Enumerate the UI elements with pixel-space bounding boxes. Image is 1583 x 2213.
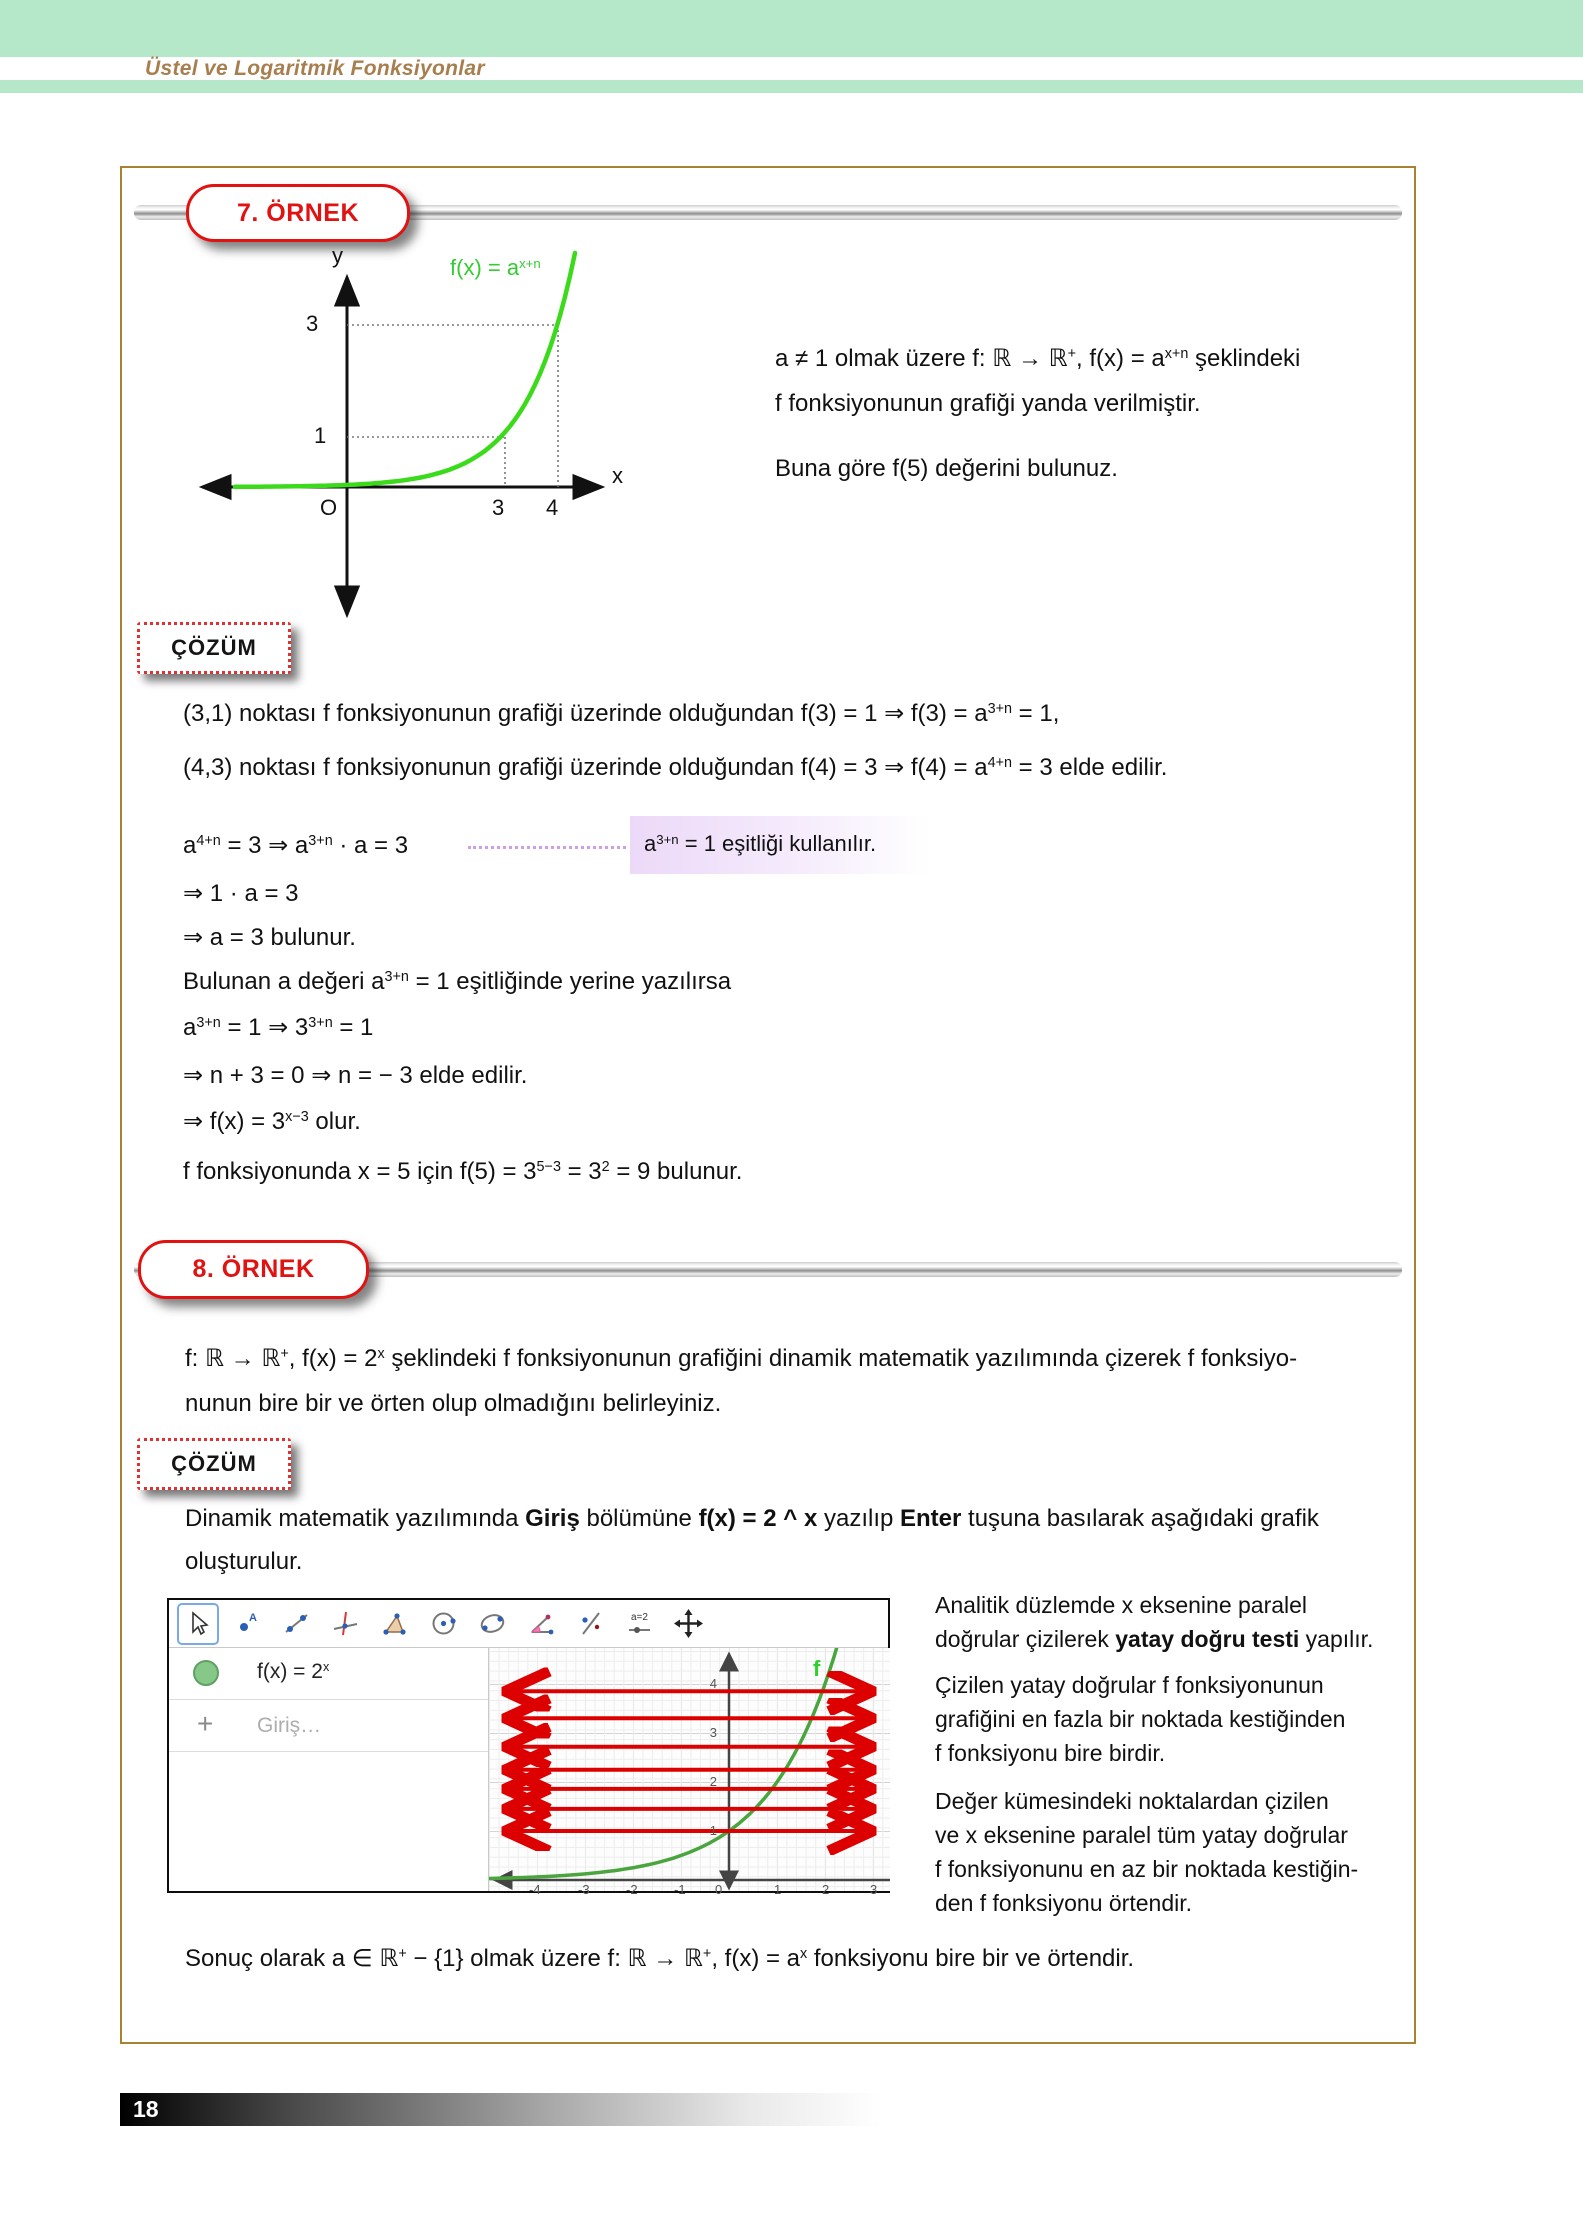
gg-y-tick: 2 [709, 1774, 717, 1789]
geogebra-tool-point-icon[interactable] [226, 1603, 268, 1645]
example8-badge-label: 8. ÖRNEK [192, 1255, 315, 1283]
solution-line: (4,3) noktası f fonksiyonunun grafiği üzerinde olduğundan f(4) = 3 ⇒ $f(4) = a^{4+n} = 3$ elde edilir. [183, 754, 1168, 781]
gg-x-tick: -2 [626, 1882, 638, 1897]
example7-graph [140, 245, 660, 645]
side-note-line: doğrular çizilerek yatay doğru testi yapılır. [935, 1626, 1374, 1652]
gg-y-tick: 1 [709, 1823, 717, 1838]
geogebra-tool-line-icon[interactable] [275, 1603, 317, 1645]
y-axis-label: y [332, 243, 343, 268]
example7-solution-badge [137, 622, 291, 674]
geogebra-algebra-panel [169, 1648, 489, 1891]
example8-solution-badge-label: ÇÖZÜM [171, 1451, 257, 1476]
geogebra-tool-circle-icon[interactable] [422, 1603, 464, 1645]
conclusion-line: Sonuç olarak a ∈ ℝ+ − {1} olmak üzere f: ℝ → ℝ+, $f(x) = a^x$ fonksiyonu bire bir ve örtendir. [185, 1945, 1135, 1972]
y-tick-1: 1 [314, 423, 327, 448]
algebra-item-row[interactable] [169, 1648, 488, 1700]
origin-label: O [320, 495, 338, 520]
example7-problem-line1: a ≠ 1 olmak üzere f: ℝ → ℝ+, $f(x) = a^{x+n}$ şeklindeki [775, 345, 1301, 372]
side-note-line: den f fonksiyonu örtendir. [935, 1890, 1192, 1916]
geogebra-tool-polygon-icon[interactable] [373, 1603, 415, 1645]
gg-x-tick: -3 [578, 1882, 590, 1897]
algebra-input-row[interactable] [169, 1700, 488, 1752]
gg-y-tick: 4 [709, 1676, 717, 1691]
solution-line: $a^{3+n} = 1$ ⇒ $3^{3+n} = 1$ [183, 1014, 374, 1041]
y-tick-3: 3 [306, 311, 319, 336]
gg-exponential-curve [489, 1648, 839, 1879]
example7-solution-badge-label: ÇÖZÜM [171, 635, 257, 660]
gg-x-tick: -4 [529, 1882, 541, 1897]
example8-solution-badge [137, 1438, 291, 1490]
side-note-line: grafiğini en fazla bir noktada kestiğinden [935, 1706, 1346, 1732]
example8-problem-line2: nunun bire bir ve örten olup olmadığını belirleyiniz. [185, 1390, 722, 1417]
example8-problem-line1: f: ℝ → ℝ+, $f(x) = 2^x$ şeklindeki f fonksiyonunun grafiğini dinamik matematik yazılımında çizerek f fonksiyo- [185, 1345, 1298, 1372]
side-note-line: Değer kümesindeki noktalardan çizilen [935, 1788, 1329, 1814]
solution-note-text: $a^{3+n} = 1$ eşitliği kullanılır. [644, 831, 877, 856]
solution-line: Bulunan a değeri $a^{3+n} = 1$ eşitliğinde yerine yazılırsa [183, 968, 732, 995]
solution-line: ⇒ n + 3 = 0 ⇒ n = − 3 elde edilir. [183, 1062, 528, 1089]
example8-badge [138, 1240, 369, 1299]
geogebra-tool-angle-icon[interactable] [520, 1603, 562, 1645]
gg-x-tick: -1 [674, 1882, 686, 1897]
geogebra-tool-move-view-icon[interactable] [667, 1603, 709, 1645]
geogebra-window [167, 1598, 890, 1897]
geogebra-tool-slider-icon[interactable] [618, 1603, 660, 1645]
example7-badge [186, 184, 410, 242]
geogebra-tool-move-cursor-icon[interactable] [177, 1603, 219, 1645]
solution-line: f fonksiyonunda x = 5 için $f(5) = 3^{5-3} = 3^2 = 9$ bulunur. [183, 1158, 743, 1185]
side-note-line: Çizilen yatay doğrular f fonksiyonunun [935, 1672, 1324, 1698]
x-tick-4: 4 [546, 495, 559, 520]
example7-graph-canvas [140, 245, 660, 645]
solution-line: ⇒ $f(x) = 3^{x-3}$ olur. [183, 1108, 361, 1135]
svg-text:a=2: a=2 [630, 1612, 648, 1623]
example7-problem-line2: f fonksiyonunun grafiği yanda verilmiştir. [775, 390, 1201, 417]
solution-line: ⇒ 1 · a = 3 [183, 880, 299, 907]
example7-badge-label: 7. ÖRNEK [236, 198, 360, 227]
solution-line: (3,1) noktası f fonksiyonunun grafiği üzerinde olduğundan f(3) = 1 ⇒ $f(3) = a^{3+n} = 1$, [183, 700, 1060, 727]
side-note-line: f fonksiyonunu en az bir noktada kestiğin- [935, 1856, 1359, 1882]
add-input-icon[interactable]: + [197, 1708, 214, 1739]
svg-text:A: A [248, 1612, 257, 1624]
geogebra-toolbar [169, 1600, 888, 1648]
gg-x-tick: 0 [715, 1882, 723, 1897]
side-note-line: Analitik düzlemde x eksenine paralel [935, 1592, 1308, 1618]
gg-y-tick: 3 [709, 1725, 717, 1740]
solution-line: ⇒ a = 3 bulunur. [183, 924, 356, 951]
solution-line: $a^{4+n} = 3$ ⇒ $a^{3+n} \cdot a = 3$ [183, 832, 409, 859]
geogebra-tool-ellipse-icon[interactable] [471, 1603, 513, 1645]
geogebra-plot [489, 1648, 890, 1891]
geogebra-graph-area [489, 1648, 890, 1897]
example8-intro-line1: Dinamik matematik yazılımında Giriş bölümüne f(x) = 2 ^ x yazılıp Enter tuşuna basılarak aşağıdaki grafik [185, 1505, 1319, 1532]
page-number-bar [120, 2093, 905, 2126]
example7-problem-line3: Buna göre f(5) değerini bulunuz. [775, 455, 1118, 482]
solution-note-box [630, 816, 930, 874]
chapter-title: Üstel ve Logaritmik Fonksiyonlar [145, 57, 485, 80]
header-title-strip [0, 57, 1583, 80]
geogebra-tool-perpendicular-line-icon[interactable] [324, 1603, 366, 1645]
curve-function-label: $f(x) = a^{x+n}$ [450, 255, 541, 280]
visibility-bullet-icon[interactable] [193, 1660, 219, 1686]
note-connector [468, 846, 626, 849]
side-note-line: f fonksiyonu bire birdir. [935, 1740, 1166, 1766]
page-number: 18 [133, 2096, 159, 2122]
example8-intro-line2: oluşturulur. [185, 1548, 303, 1575]
x-tick-3: 3 [492, 495, 505, 520]
header-band-bottom [0, 80, 1583, 93]
exponential-curve [235, 253, 575, 487]
algebra-expression: $f(x) = 2^x$ [257, 1660, 330, 1683]
algebra-input-placeholder[interactable]: Giriş… [257, 1714, 322, 1737]
geogebra-tool-reflection-icon[interactable] [569, 1603, 611, 1645]
side-note-line: ve x eksenine paralel tüm yatay doğrular [935, 1822, 1348, 1848]
gg-x-tick: 3 [870, 1882, 878, 1897]
x-axis-label: x [612, 463, 623, 488]
gg-x-tick: 2 [822, 1882, 830, 1897]
header-band-top [0, 0, 1583, 57]
gg-x-tick: 1 [774, 1882, 782, 1897]
gg-curve-label: f [813, 1656, 821, 1681]
